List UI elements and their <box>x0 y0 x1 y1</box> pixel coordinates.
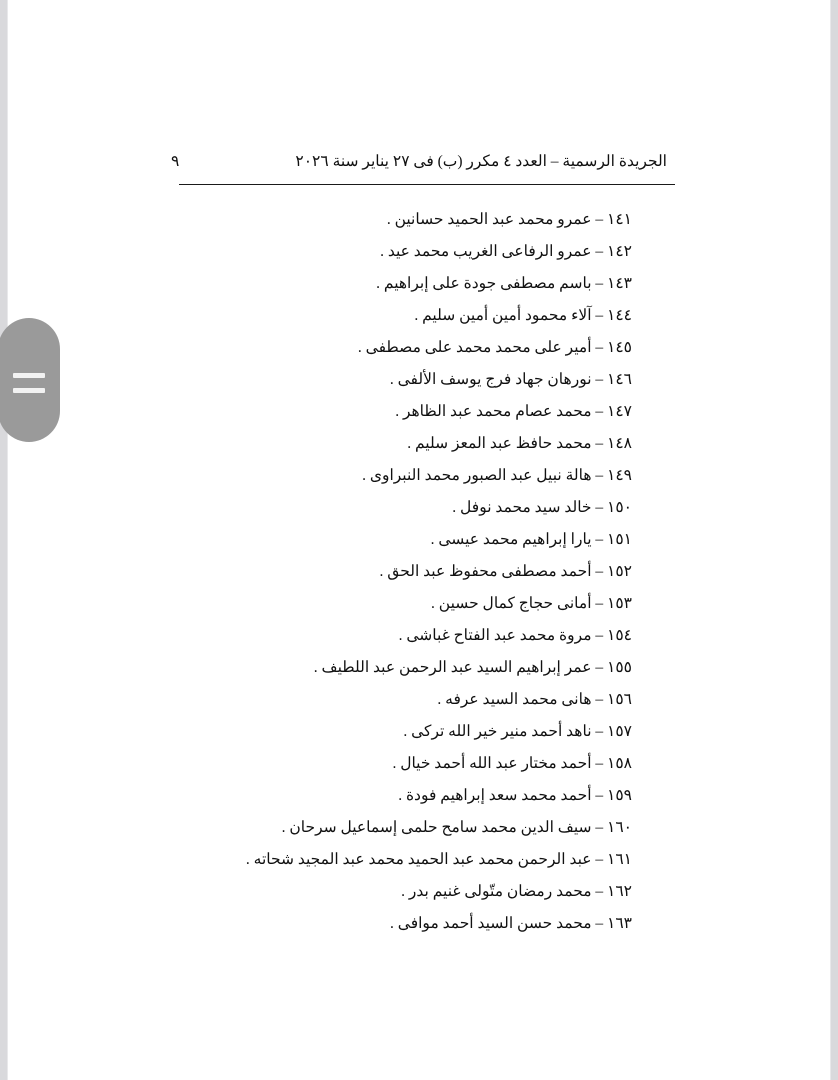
entry-full-stop: . <box>403 723 408 740</box>
entry-dash: – <box>595 563 604 580</box>
entry-name: خالد سيد محمد نوفل <box>460 499 592 516</box>
list-item <box>162 332 632 364</box>
list-item <box>162 268 632 300</box>
list-item <box>162 876 632 908</box>
entry-number: ١٥٥ <box>607 659 632 676</box>
list-item <box>162 684 632 716</box>
entry-dash: – <box>595 787 604 804</box>
list-item <box>162 780 632 812</box>
entry-name: سيف الدين محمد سامح حلمى إسماعيل سرحان <box>289 819 592 836</box>
entry-dash: – <box>595 755 604 772</box>
entry-number: ١٥٣ <box>607 595 632 612</box>
gazette-header-title: الجريدة الرسمية – العدد ٤ مكرر (ب) فى ٢٧ يناير سنة ٢٠٢٦ <box>295 153 667 170</box>
entry-number: ١٤٥ <box>607 339 632 356</box>
entry-full-stop: . <box>379 563 384 580</box>
entry-dash: – <box>595 435 604 452</box>
entry-full-stop: . <box>245 851 250 868</box>
entry-number: ١٦٠ <box>607 819 632 836</box>
entry-name: أمانى حجاج كمال حسين <box>438 595 592 612</box>
entry-name: ناهد أحمد منير خير الله تركى <box>411 723 592 740</box>
entry-dash: – <box>595 403 604 420</box>
entry-number: ١٥٤ <box>607 627 632 644</box>
list-item <box>162 396 632 428</box>
entry-number: ١٥٢ <box>607 563 632 580</box>
entry-name: محمد عصام محمد عبد الظاهر <box>402 403 592 420</box>
entry-dash: – <box>595 467 604 484</box>
list-item <box>162 620 632 652</box>
entry-full-stop: . <box>401 883 406 900</box>
running-head <box>8 152 830 182</box>
entry-full-stop: . <box>398 627 403 644</box>
entry-dash: – <box>595 883 604 900</box>
entry-dash: – <box>595 307 604 324</box>
entry-dash: – <box>595 915 604 932</box>
entry-dash: – <box>595 275 604 292</box>
entry-number: ١٦١ <box>607 851 632 868</box>
page-number: ٩ <box>171 153 180 170</box>
entry-name: عبد الرحمن محمد عبد الحميد محمد عبد المجيد شحاته <box>253 851 592 868</box>
entry-full-stop: . <box>390 915 394 932</box>
list-item <box>162 428 632 460</box>
handle-bar-icon <box>13 388 45 393</box>
entry-number: ١٤٧ <box>607 403 632 420</box>
entry-full-stop: . <box>414 307 419 324</box>
entry-name: أمير على محمد محمد على مصطفى <box>365 339 592 356</box>
entry-dash: – <box>595 595 604 612</box>
sidebar-toggle-handle[interactable] <box>0 318 60 442</box>
entry-dash: – <box>595 371 604 388</box>
entry-number: ١٤٩ <box>607 467 632 484</box>
entry-number: ١٥٦ <box>607 691 632 708</box>
entry-dash: – <box>595 819 604 836</box>
entry-number: ١٥٨ <box>607 755 632 772</box>
list-item <box>162 908 632 940</box>
entry-name: عمر إبراهيم السيد عبد الرحمن عبد اللطيف <box>321 659 592 676</box>
entry-number: ١٥٧ <box>607 723 632 740</box>
entry-dash: – <box>595 243 604 260</box>
entry-dash: – <box>595 627 604 644</box>
entry-full-stop: . <box>376 275 381 292</box>
entry-full-stop: . <box>398 787 403 804</box>
entry-name: محمد رمضان متّولى غنيم بدر <box>408 883 592 900</box>
entry-full-stop: . <box>437 691 442 708</box>
entry-name: يارا إبراهيم محمد عيسى <box>438 531 592 548</box>
entry-number: ١٤٨ <box>607 435 632 452</box>
entry-name: أحمد محمد سعد إبراهيم فودة <box>405 787 592 804</box>
entry-full-stop: . <box>281 819 286 836</box>
entry-full-stop: . <box>431 595 435 612</box>
entry-dash: – <box>595 499 604 516</box>
entry-number: ١٥٩ <box>607 787 632 804</box>
entry-name: باسم مصطفى جودة على إبراهيم <box>383 275 592 292</box>
entry-number: ١٤٣ <box>607 275 632 292</box>
entry-full-stop: . <box>395 403 400 420</box>
entry-number: ١٤٢ <box>607 243 632 260</box>
entry-number: ١٤٦ <box>607 371 632 388</box>
list-item <box>162 300 632 332</box>
entry-name: محمد حافظ عبد المعز سليم <box>414 435 592 452</box>
handle-bar-icon <box>13 373 45 378</box>
entry-name: محمد حسن السيد أحمد موافى <box>397 915 592 932</box>
list-item <box>162 812 632 844</box>
entry-number: ١٦٣ <box>607 915 632 932</box>
entry-full-stop: . <box>392 755 397 772</box>
entry-full-stop: . <box>380 243 384 260</box>
entry-name: أحمد مختار عبد الله أحمد خيال <box>400 755 592 772</box>
entry-full-stop: . <box>362 467 366 484</box>
list-item <box>162 364 632 396</box>
entry-name: آلاء محمود أمين أمين سليم <box>422 307 592 324</box>
entry-number: ١٥١ <box>607 531 632 548</box>
list-item <box>162 524 632 556</box>
document-page <box>8 0 830 1080</box>
entry-full-stop: . <box>407 435 412 452</box>
entry-name: نورهان جهاد فرج يوسف الألفى <box>397 371 592 388</box>
list-item <box>162 460 632 492</box>
entry-name: عمرو الرفاعى الغريب محمد عيد <box>387 243 592 260</box>
list-item <box>162 236 632 268</box>
numbered-name-list <box>162 204 632 940</box>
entry-dash: – <box>595 723 604 740</box>
list-item <box>162 204 632 236</box>
entry-name: أحمد مصطفى محفوظ عبد الحق <box>387 563 592 580</box>
entry-dash: – <box>595 659 604 676</box>
entry-dash: – <box>595 211 604 228</box>
entry-name: هانى محمد السيد عرفه <box>445 691 592 708</box>
list-item <box>162 556 632 588</box>
list-item <box>162 716 632 748</box>
entry-number: ١٥٠ <box>607 499 632 516</box>
entry-dash: – <box>595 851 604 868</box>
entry-full-stop: . <box>357 339 362 356</box>
entry-dash: – <box>595 691 604 708</box>
list-item <box>162 588 632 620</box>
entry-full-stop: . <box>386 211 391 228</box>
entry-name: مروة محمد عبد الفتاح غباشى <box>406 627 592 644</box>
entry-dash: – <box>595 339 604 356</box>
entry-full-stop: . <box>430 531 435 548</box>
entry-full-stop: . <box>313 659 318 676</box>
entry-number: ١٤٤ <box>607 307 632 324</box>
entry-dash: – <box>595 531 604 548</box>
list-item <box>162 652 632 684</box>
list-item <box>162 492 632 524</box>
entry-number: ١٤١ <box>607 211 632 228</box>
entry-full-stop: . <box>389 371 394 388</box>
list-item <box>162 748 632 780</box>
entry-number: ١٦٢ <box>607 883 632 900</box>
entry-name: هالة نبيل عبد الصبور محمد النبراوى <box>369 467 592 484</box>
entry-full-stop: . <box>452 499 457 516</box>
list-item <box>162 844 632 876</box>
entry-name: عمرو محمد عبد الحميد حسانين <box>394 211 592 228</box>
header-divider-rule <box>179 184 675 185</box>
